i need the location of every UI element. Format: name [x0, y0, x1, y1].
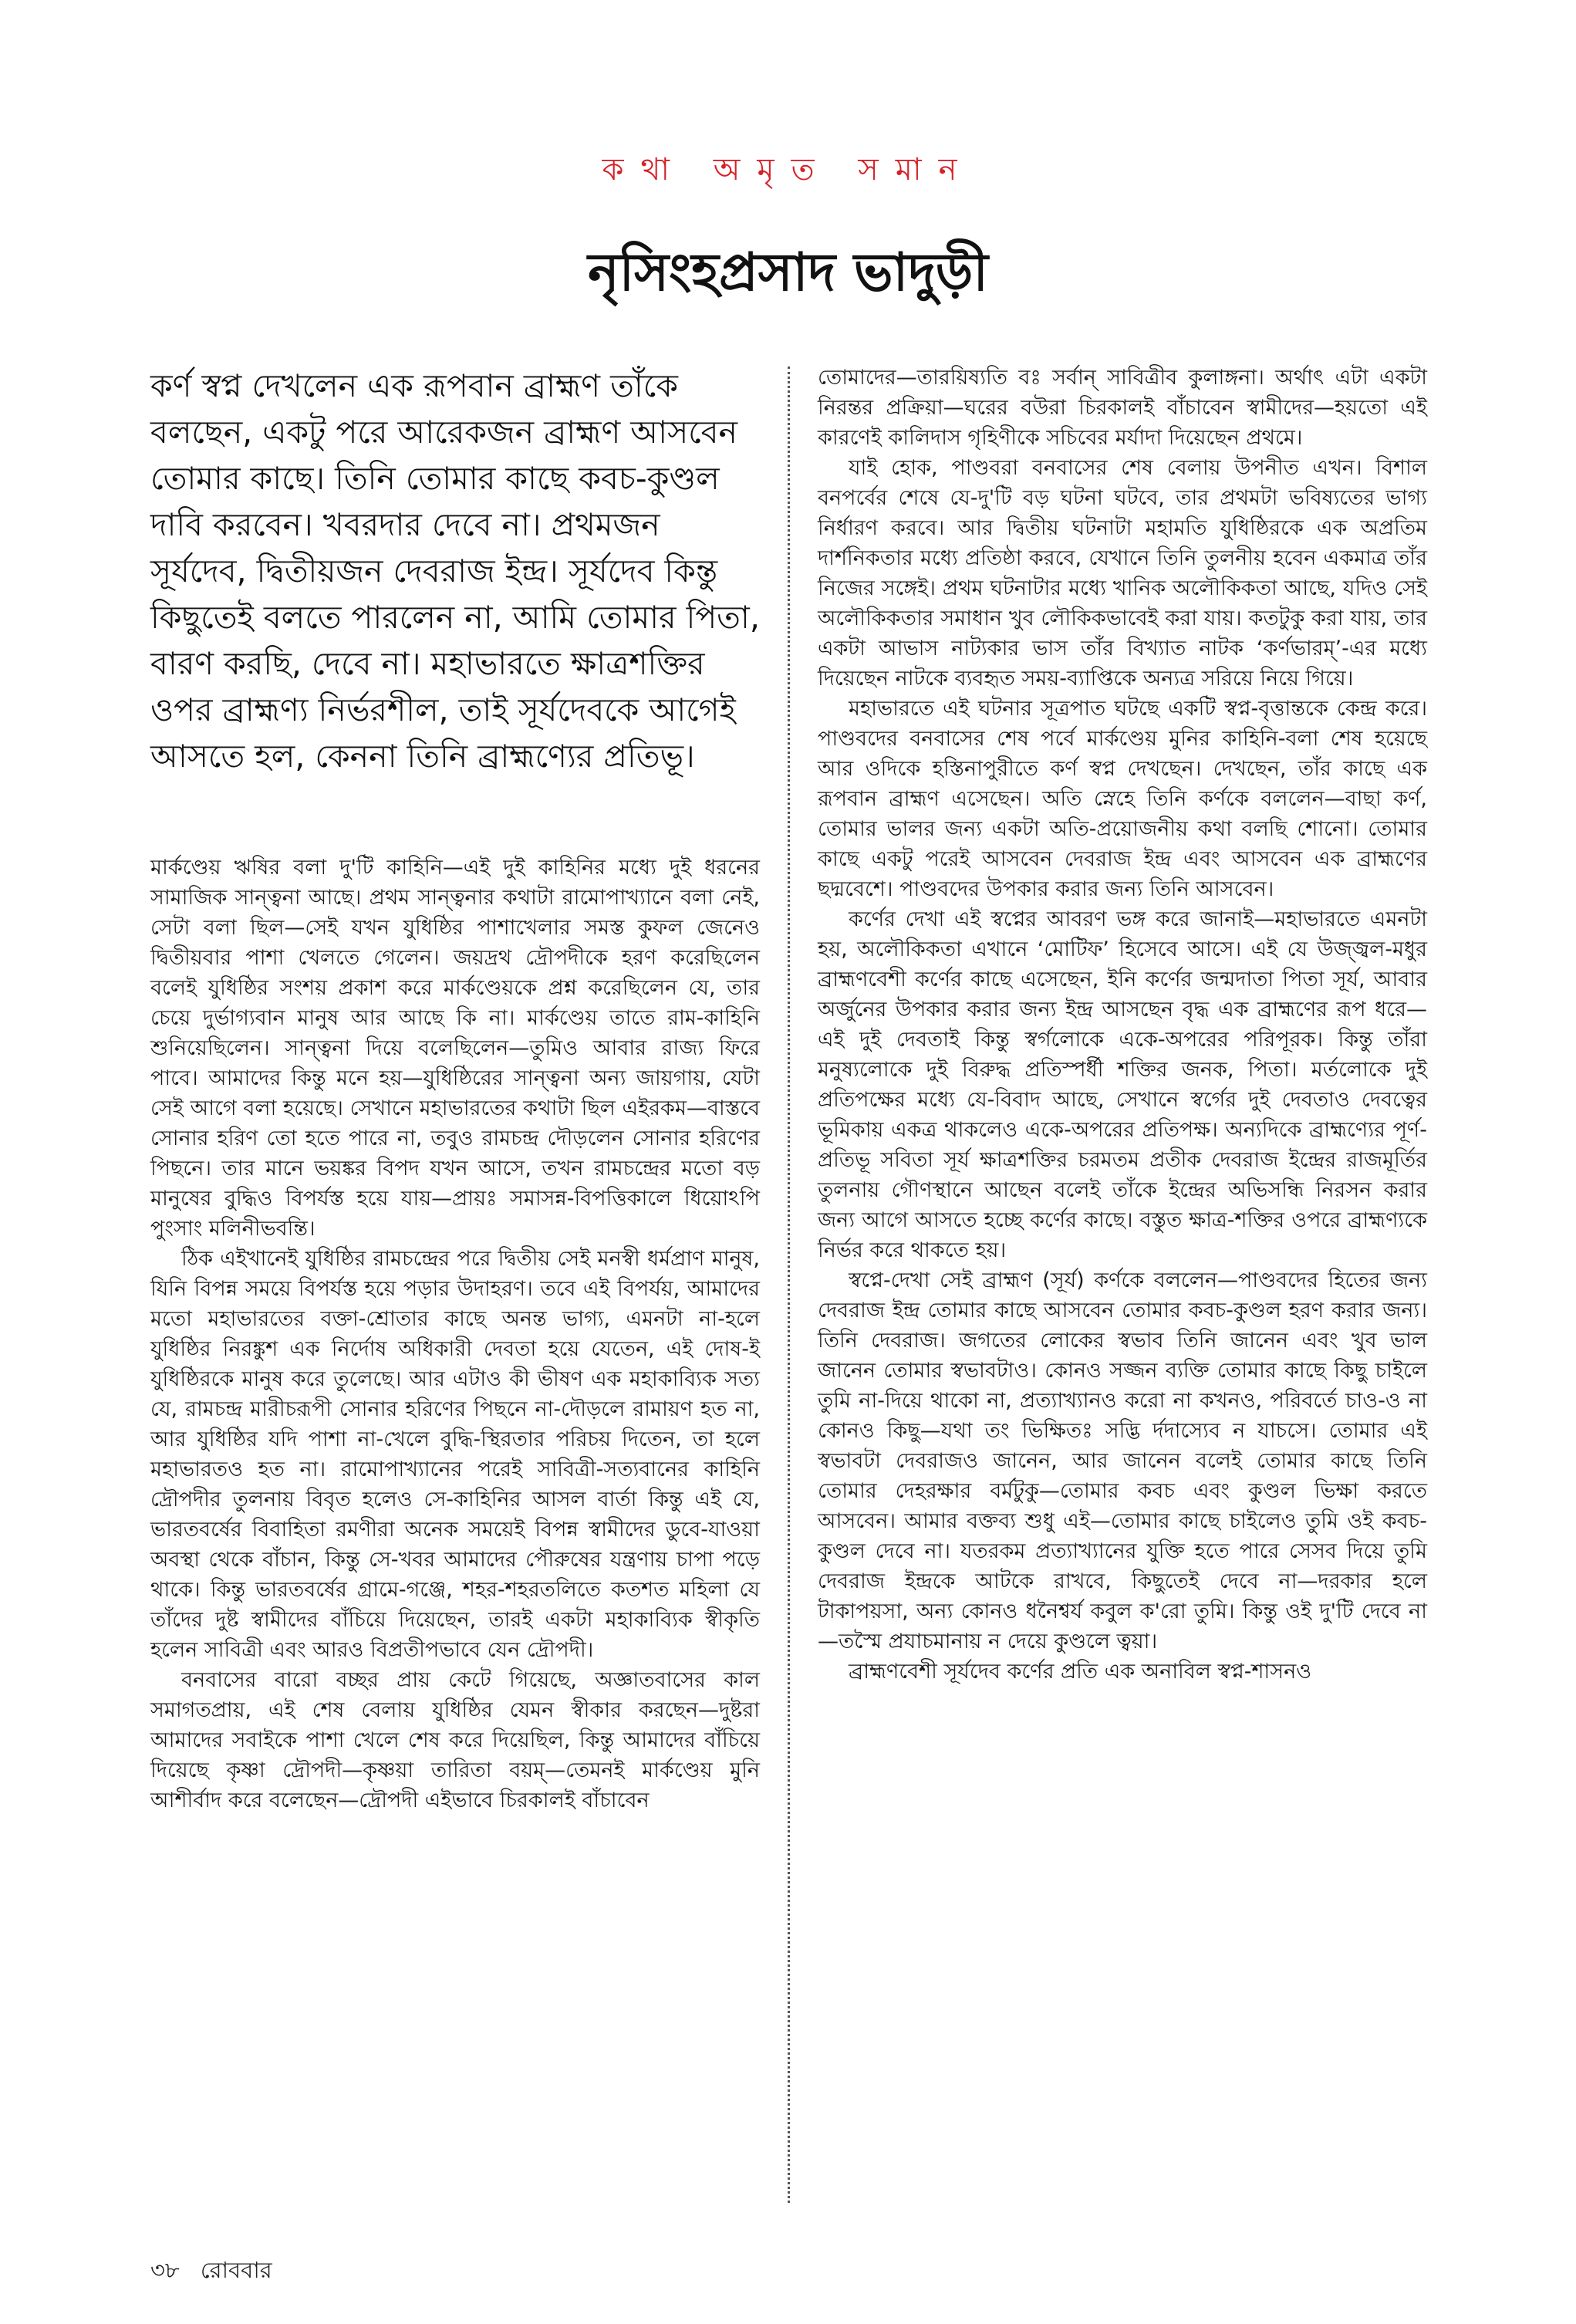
publication-name: রোববার — [200, 2257, 272, 2283]
left-column — [150, 363, 760, 1816]
body-paragraph: বনবাসের বারো বচ্ছর প্রায় কেটে গিয়েছে, অজ্ঞাতবাসের কাল সমাগতপ্রায়, এই শেষ বেলায় যুধিষ্ঠির যেমন স্বীকার করছেন—দুষ্টরা আমাদের সবাইকে পাশা খেলে শেষ করে দিয়েছিল, কিন্তু আমাদের বাঁচিয়ে দিয়েছে কৃষ্ণা দ্রৌপদী—কৃষ্ণয়া তারিতা বয়ম্—তেমনই মার্কণ্ডেয় মুনি আশীর্বাদ করে বলেছেন—দ্রৌপদী এইভাবে চিরকালই বাঁচাবেন — [150, 1668, 760, 1812]
page-footer — [150, 2253, 286, 2291]
column-divider — [788, 367, 790, 2203]
body-paragraph: মহাভারতে এই ঘটনার সূত্রপাত ঘটছে একটি স্বপ্ন-বৃত্তান্তকে কেন্দ্র করে। পাণ্ডবদের বনবাসের শেষ পর্বে মার্কণ্ডেয় মুনির কাহিনি-বলা শেষ হয়েছে আর ওদিকে হস্তিনাপুরীতে কর্ণ স্বপ্ন দেখছেন। দেখছেন, তাঁর কাছে এক রূপবান ব্রাহ্মণ এসেছেন। অতি স্নেহে তিনি কর্ণকে বললেন—বাছা কর্ণ, তোমার ভালর জন্য একটা অতি-প্রয়োজনীয় কথা বলছি শোনো। তোমার কাছে একটু পরেই আসবেন দেবরাজ ইন্দ্র এবং আসবেন এক ব্রাহ্মণের ছদ্মবেশে। পাণ্ডবদের উপকার করার জন্য তিনি আসবেন। — [818, 697, 1427, 901]
body-paragraph: কর্ণের দেখা এই স্বপ্নের আবরণ ভঙ্গ করে জানাই—মহাভারতে এমনটা হয়, অলৌকিকতা এখানে ‘মোটিফ’ হিসেবে আসে। এই যে উজ্জ্বল-মধুর ব্রাহ্মণবেশী কর্ণের কাছে এসেছেন, ইনি কর্ণের জন্মদাতা পিতা সূর্য, আবার অর্জুনের উপকার করার জন্য ইন্দ্র আসছেন বৃদ্ধ এক ব্রাহ্মণের রূপ ধরে—এই দুই দেবতাই কিন্তু স্বর্গলোকে একে-অপরের পরিপূরক। কিন্তু তাঁরা মনুষ্যলোকে দুই বিরুদ্ধ প্রতিস্পর্ধী শক্তির জনক, পিতা। মর্তলোকে দুই প্রতিপক্ষের মধ্যে যে-বিবাদ আছে, সেখানে স্বর্গের দুই দেবতাও দেবত্বের ভূমিকায় একত্র থাকলেও একে-অপরের প্রতিপক্ষ। অন্যদিকে ব্রাহ্মণ্যের পূর্ণ-প্রতিভূ সবিতা সূর্য ক্ষাত্রশক্তির চরমতম প্রতীক দেবরাজ ইন্দ্রের রাজমূর্তির তুলনায় গৌণস্থানে আছেন বলেই তাঁকে ইন্দ্রের অভিসন্ধি নিরসন করার জন্য আগে আসতে হচ্ছে কর্ণের কাছে। বস্তুত ক্ষাত্র-শক্তির ওপরে ব্রাহ্মণ্যকে নির্ভর করে থাকতে হয়। — [818, 907, 1427, 1262]
author-name: নৃসিংহপ্রসাদ ভাদুড়ী — [588, 242, 988, 303]
series-title: কথা অমৃত সমান — [602, 152, 974, 187]
left-body-text — [150, 853, 760, 1816]
body-paragraph: যাই হোক, পাণ্ডবরা বনবাসের শেষ বেলায় উপনীত এখন। বিশাল বনপর্বের শেষে যে-দু'টি বড় ঘটনা ঘটবে, তার প্রথমটা ভবিষ্যতের ভাগ্য নির্ধারণ করবে। আর দ্বিতীয় ঘটনাটা মহামতি যুধিষ্ঠিরকে এক অপ্রতিম দার্শনিকতার মধ্যে প্রতিষ্ঠা করবে, যেখানে তিনি তুলনীয় হবেন একমাত্র তাঁর নিজের সঙ্গেই। প্রথম ঘটনাটার মধ্যে খানিক অলৌকিকতা আছে, যদিও সেই অলৌকিকতার সমাধান খুব লৌকিকভাবেই করা যায়। কতটুকু করা যায়, তার একটা আভাস নাট্যকার ভাস তাঁর বিখ্যাত নাটক ‘কর্ণভারম্’-এর মধ্যে দিয়েছেন নাটকে ব্যবহৃত সময়-ব্যাপ্তিকে অন্যত্র সরিয়ে নিয়ে গিয়ে। — [818, 456, 1427, 691]
body-paragraph: ঠিক এইখানেই যুধিষ্ঠির রামচন্দ্রের পরে দ্বিতীয় সেই মনস্বী ধর্মপ্রাণ মানুষ, যিনি বিপন্ন সময়ে বিপর্যস্ত হয়ে পড়ার উদাহরণ। তবে এই বিপর্যয়, আমাদের মতো মহাভারতের বক্তা-শ্রোতার কাছে অনন্ত ভাগ্য, এমনটা না-হলে যুধিষ্ঠির নিরঙ্কুশ এক নির্দোষ অধিকারী দেবতা হয়ে যেতেন, এই দোষ-ই যুধিষ্ঠিরকে মানুষ করে তুলেছে। আর এটাও কী ভীষণ এক মহাকাব্যিক সত্য যে, রামচন্দ্র মারীচরূপী সোনার হরিণের পিছনে না-দৌড়লে রামায়ণ হত না, আর যুধিষ্ঠির যদি পাশা না-খেলে বুদ্ধি-স্থিরতার পরিচয় দিতেন, তা হলে মহাভারতও হত না। রামোপাখ্যানের পরেই সাবিত্রী-সত্যবানের কাহিনি দ্রৌপদীর তুলনায় বিবৃত হলেও সে-কাহিনির আসল বার্তা কিন্তু এই যে, ভারতবর্ষের বিবাহিতা রমণীরা অনেক সময়েই বিপন্ন স্বামীদের ডুবে-যাওয়া অবস্থা থেকে বাঁচান, কিন্তু সে-খবর আমাদের পৌরুষের যন্ত্রণায় চাপা পড়ে থাকে। কিন্তু ভারতবর্ষের গ্রামে-গঞ্জে, শহর-শহরতলিতে কতশত মহিলা যে তাঁদের দুষ্ট স্বামীদের বাঁচিয়ে দিয়েছেন, তারই একটা মহাকাব্যিক স্বীকৃতি হলেন সাবিত্রী এবং আরও বিপ্রতীপভাবে যেন দ্রৌপদী। — [150, 1247, 760, 1662]
body-paragraph: মার্কণ্ডেয় ঋষির বলা দু'টি কাহিনি—এই দুই কাহিনির মধ্যে দুই ধরনের সামাজিক সান্ত্বনা আছে। প্রথম সান্ত্বনার কথাটা রামোপাখ্যানে বলা নেই, সেটা বলা ছিল—সেই যখন যুধিষ্ঠির পাশাখেলার সমস্ত কুফল জেনেও দ্বিতীয়বার পাশা খেলতে গেলেন। জয়দ্রথ দ্রৌপদীকে হরণ করেছিলেন বলেই যুধিষ্ঠির সংশয় প্রকাশ করে মার্কণ্ডেয়কে প্রশ্ন করেছিলেন যে, তার চেয়ে দুর্ভাগ্যবান মানুষ আর আছে কি না। মার্কণ্ডেয় তাতে রাম-কাহিনি শুনিয়েছিলেন। সান্ত্বনা দিয়ে বলেছিলেন—তুমিও আবার রাজ্য ফিরে পাবে। আমাদের কিন্তু মনে হয়—যুধিষ্ঠিরের সান্ত্বনা অন্য জায়গায়, যেটা সেই আগে বলা হয়েছে। সেখানে মহাভারতের কথাটা ছিল এইরকম—বাস্তবে সোনার হরিণ তো হতে পারে না, তবুও রামচন্দ্র দৌড়লেন সোনার হরিণের পিছনে। তার মানে ভয়ঙ্কর বিপদ যখন আসে, তখন রামচন্দ্রের মতো বড় মানুষের বুদ্ধিও বিপর্যস্ত হয়ে যায়—প্রায়ঃ সমাসন্ন-বিপত্তিকালে ধিয়োঽপি পুংসাং মলিনীভবন্তি। — [150, 856, 760, 1241]
page-number: ৩৮ — [150, 2257, 180, 2283]
body-paragraph: স্বপ্নে-দেখা সেই ব্রাহ্মণ (সূর্য) কর্ণকে বললেন—পাণ্ডবদের হিতের জন্য দেবরাজ ইন্দ্র তোমার কাছে আসবেন তোমার কবচ-কুণ্ডল হরণ করার জন্য। তিনি দেবরাজ। জগতের লোকের স্বভাব তিনি জানেন এবং খুব ভাল জানেন তোমার স্বভাবটাও। কোনও সজ্জন ব্যক্তি তোমার কাছে কিছু চাইলে তুমি না-দিয়ে থাকো না, প্রত্যাখ্যানও করো না কখনও, পরিবর্তে চাও-ও না কোনও কিছু—যথা তং ভিক্ষিতঃ সদ্ভি র্দদাস্যেব ন যাচসে। তোমার এই স্বভাবটা দেবরাজও জানেন, আর জানেন বলেই তোমার কাছে তিনি তোমার দেহরক্ষার বর্মটুকু—তোমার কবচ এবং কুণ্ডল ভিক্ষা করতে আসবেন। আমার বক্তব্য শুধু এই—তোমার কাছে চাইলেও তুমি ওই কবচ-কুণ্ডল দেবে না। যতরকম প্রত্যাখ্যানের যুক্তি হতে পারে সেসব দিয়ে তুমি দেবরাজ ইন্দ্রকে আটকে রাখবে, কিছুতেই দেবে না—দরকার হলে টাকাপয়সা, অন্য কোনও ধনৈশ্বর্য কবুল ক'রো তুমি। কিন্তু ওই দু'টি দেবে না—তস্মৈ প্রযাচমানায় ন দেয়ে কুণ্ডলে ত্বয়া। — [818, 1268, 1427, 1653]
right-body-text — [818, 363, 1427, 1687]
body-paragraph: ব্রাহ্মণবেশী সূর্যদেব কর্ণের প্রতি এক অনাবিল স্বপ্ন-শাসনও — [849, 1660, 1312, 1684]
right-column — [818, 363, 1427, 1687]
intro-paragraph: কর্ণ স্বপ্ন দেখলেন এক রূপবান ব্রাহ্মণ তাঁকে বলছেন, একটু পরে আরেকজন ব্রাহ্মণ আসবেন তোমার কাছে। তিনি তোমার কাছে কবচ-কুণ্ডল দাবি করবেন। খবরদার দেবে না। প্রথমজন সূর্যদেব, দ্বিতীয়জন দেবরাজ ইন্দ্র। সূর্যদেব কিন্তু কিছুতেই বলতে পারলেন না, আমি তোমার পিতা, বারণ করছি, দেবে না। মহাভারতে ক্ষাত্রশক্তির ওপর ব্রাহ্মণ্য নির্ভরশীল, তাই সূর্যদেবকে আগেই আসতে হল, কেননা তিনি ব্রাহ্মণ্যের প্রতিভূ। — [150, 367, 760, 775]
body-paragraph: তোমাদের—তারয়িষ্যতি বঃ সর্বান্ সাবিত্রীব কুলাঙ্গনা। অর্থাৎ এটা একটা নিরন্তর প্রক্রিয়া—ঘরের বউরা চিরকালই বাঁচাবেন স্বামীদের—হয়তো এই কারণেই কালিদাস গৃহিণীকে সচিবের মর্যাদা দিয়েছেন প্রথমে। — [818, 366, 1427, 450]
